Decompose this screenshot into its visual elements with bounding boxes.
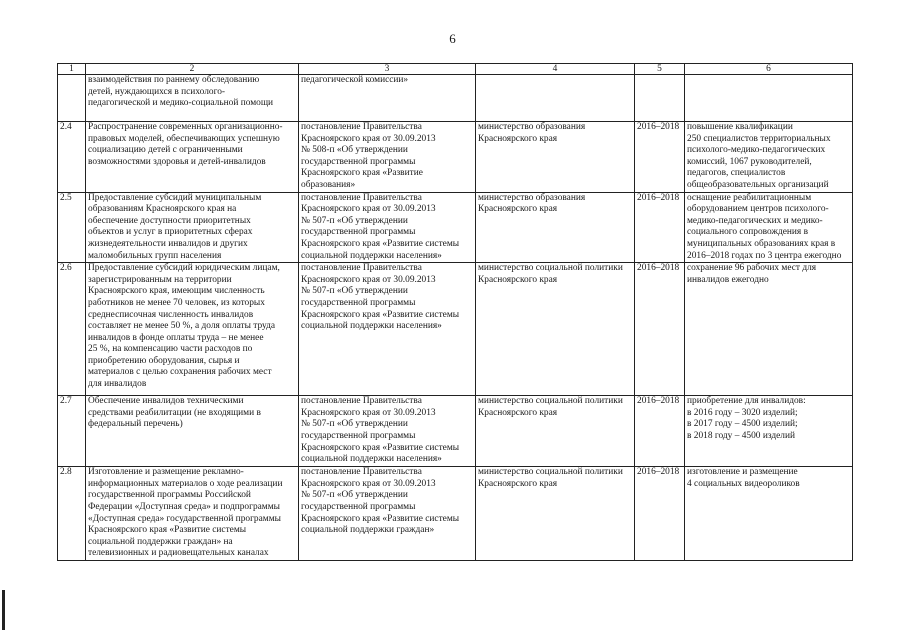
item-number-cell <box>58 75 86 122</box>
cell-text-line: муниципальных образованиях края в <box>687 238 836 249</box>
cell-text-line: взаимодействия по раннему обследованию <box>88 75 260 85</box>
cell-text-line: инвалидов в фонде оплаты труда – не менее <box>88 332 264 343</box>
cell-text-line: телевизионных и радиовещательных каналах <box>88 548 269 559</box>
cell-text-line: Красноярского края от 30.09.2013 <box>301 478 436 489</box>
cell-text-line: социальной поддержки граждан» <box>301 525 435 536</box>
legal-document-cell <box>299 263 476 396</box>
cell-text-line: министерство социальной политики <box>478 467 623 478</box>
cell-text-line: социальной поддержки населения» <box>301 454 442 465</box>
cell-text-line: Красноярского края «Развитие <box>301 168 423 179</box>
period-cell <box>635 263 685 396</box>
cell-text-line: 2016–2018 <box>637 263 680 274</box>
result-cell <box>685 263 853 396</box>
header-row <box>58 64 853 75</box>
cell-text-line: 2016–2018 <box>637 192 680 203</box>
table-row <box>58 467 853 561</box>
cell-text-line: маломобильных групп населения <box>88 250 222 261</box>
item-number-cell <box>58 192 86 263</box>
cell-text-line: медико-педагогических и медико- <box>687 215 823 226</box>
result-cell <box>685 192 853 263</box>
cell-text-line: для инвалидов <box>88 379 147 390</box>
cell-text-line: № 507-п «Об утверждении <box>301 286 408 297</box>
cell-text-line: информационных материалов о ходе реализации <box>88 478 283 489</box>
cell-text-line: средствами реабилитации (не входящими в <box>88 407 261 418</box>
cell-text-line: № 507-п «Об утверждении <box>301 490 408 501</box>
cell-text-line: 2.7 <box>60 396 72 407</box>
cell-text-line: Красноярского края «Развитие системы <box>88 525 247 536</box>
cell-text-line: Красноярского края <box>478 204 558 215</box>
cell-text-line: Красноярского края <box>478 407 558 418</box>
cell-text-line: 2.8 <box>60 467 72 478</box>
cell-text-line: 2.6 <box>60 263 72 274</box>
executor-cell <box>476 467 635 561</box>
cell-text-line: инвалидов ежегодно <box>687 274 769 285</box>
period-cell <box>635 75 685 122</box>
cell-text-line: общеобразовательных организаций <box>687 179 829 190</box>
cell-text-line: Красноярского края «Развитие системы <box>301 513 460 524</box>
cell-text-line: Красноярского края от 30.09.2013 <box>301 407 436 418</box>
cell-text-line: социальной поддержки населения» <box>301 321 442 332</box>
cell-text-line: министерство социальной политики <box>478 263 623 274</box>
measure-cell <box>86 396 299 467</box>
cell-text-line: Красноярского края от 30.09.2013 <box>301 204 436 215</box>
cell-text-line: государственной программы <box>301 430 416 441</box>
cell-text-line: возможностями здоровья и детей-инвалидов <box>88 156 266 167</box>
cell-text-line: 250 специалистов территориальных <box>687 133 831 144</box>
item-number-cell <box>58 122 86 193</box>
item-number-cell <box>58 467 86 561</box>
cell-text-line: в 2017 году – 4500 изделий; <box>687 419 798 430</box>
cell-text-line: министерство образования <box>478 122 586 132</box>
cell-text-line: изготовление и размещение <box>687 467 798 478</box>
cell-text-line: оборудованием центров психолого- <box>687 204 829 215</box>
cell-text-line: 2016–2018 <box>637 122 680 132</box>
cell-text-line: Красноярского края «Развитие системы <box>301 309 460 320</box>
legal-document-cell <box>299 75 476 122</box>
cell-text-line: постановление Правительства <box>301 467 422 478</box>
cell-text-line: 2016–2018 <box>637 396 680 407</box>
executor-cell <box>476 75 635 122</box>
cell-text-line: № 507-п «Об утверждении <box>301 215 408 226</box>
header-cell: 2 <box>86 64 299 75</box>
cell-text-line: постановление Правительства <box>301 122 422 132</box>
cell-text-line: 4 социальных видеороликов <box>687 478 800 489</box>
measure-cell <box>86 75 299 122</box>
cell-text-line: составляет не менее 50 %, а доля оплаты труда <box>88 321 276 332</box>
cell-text-line: комиссий, 1067 руководителей, <box>687 156 812 167</box>
header-cell: 4 <box>476 64 635 75</box>
cell-text-line: Предоставление субсидий юридическим лицам, <box>88 263 280 274</box>
cell-text-line: Распространение современных организационно- <box>88 122 283 132</box>
cell-text-line: Изготовление и размещение рекламно- <box>88 467 244 478</box>
cell-text-line: государственной программы <box>301 297 416 308</box>
cell-text-line: социализацию детей с ограниченными <box>88 145 243 156</box>
cell-text-line: приобретению оборудования, сырья и <box>88 355 240 366</box>
measures-table <box>57 63 853 561</box>
item-number-cell <box>58 263 86 396</box>
cell-text-line: федеральный перечень) <box>88 419 183 430</box>
cell-text-line: 2016–2018 годах по 3 центра ежегодно <box>687 250 842 261</box>
cell-text-line: оснащение реабилитационным <box>687 192 812 203</box>
cell-text-line: педагогической комиссии» <box>301 75 409 85</box>
cell-text-line: жизнедеятельности инвалидов и других <box>88 238 248 249</box>
cell-text-line: в 2018 году – 4500 изделий <box>687 430 796 441</box>
table-row <box>58 263 853 396</box>
cell-text-line: Красноярского края от 30.09.2013 <box>301 274 436 285</box>
cell-text-line: работников не менее 70 человек, из которых <box>88 297 265 308</box>
legal-document-cell <box>299 396 476 467</box>
table-row <box>58 122 853 193</box>
executor-cell <box>476 263 635 396</box>
cell-text-line: постановление Правительства <box>301 396 422 407</box>
legal-document-cell <box>299 122 476 193</box>
cell-text-line: психолого-медико-педагогических <box>687 145 826 156</box>
header-cell: 1 <box>58 64 86 75</box>
header-cell: 3 <box>299 64 476 75</box>
cell-text-line: социального сопровождения в <box>687 227 809 238</box>
cell-text-line: обеспечение доступности приоритетных <box>88 215 251 226</box>
cell-text-line: зарегистрированным на территории <box>88 274 232 285</box>
cell-text-line: педагогической и медико-социальной помощи <box>88 98 274 109</box>
cell-text-line: № 507-п «Об утверждении <box>301 419 408 430</box>
cell-text-line: Обеспечение инвалидов техническими <box>88 396 244 407</box>
period-cell <box>635 467 685 561</box>
cell-text-line: 2.5 <box>60 192 72 203</box>
table-row <box>58 75 853 122</box>
cell-text-line: приобретение для инвалидов: <box>687 396 806 407</box>
header-cell: 6 <box>685 64 853 75</box>
cell-text-line: Красноярского края «Развитие системы <box>301 442 460 453</box>
legal-document-cell <box>299 467 476 561</box>
header-cell: 5 <box>635 64 685 75</box>
page-number: 6 <box>449 31 456 46</box>
cell-text-line: государственной программы <box>301 501 416 512</box>
cell-text-line: в 2016 году – 3020 изделий; <box>687 407 798 418</box>
result-cell <box>685 122 853 193</box>
cell-text-line: Федерации «Доступная среда» и подпрограммы <box>88 501 280 512</box>
cell-text-line: образования» <box>301 179 356 190</box>
cell-text-line: материалов с целью сохранения рабочих мест <box>88 367 272 378</box>
table-row <box>58 192 853 263</box>
cell-text-line: социальной поддержки населения» <box>301 250 442 261</box>
result-cell <box>685 467 853 561</box>
executor-cell <box>476 192 635 263</box>
cell-text-line: министерство социальной политики <box>478 396 623 407</box>
cell-text-line: объектов и услуг в приоритетных сферах <box>88 227 253 238</box>
result-cell <box>685 396 853 467</box>
cell-text-line: правовых моделей, обеспечивающих успешную <box>88 133 280 144</box>
cell-text-line: Красноярского края <box>478 274 558 285</box>
cell-text-line: государственной программы Российской <box>88 490 251 501</box>
period-cell <box>635 192 685 263</box>
cell-text-line: Красноярского края <box>478 133 558 144</box>
table-row <box>58 396 853 467</box>
item-number-cell <box>58 396 86 467</box>
period-cell <box>635 122 685 193</box>
cell-text-line: 25 %, на компенсацию части расходов по <box>88 344 253 355</box>
measure-cell <box>86 467 299 561</box>
cell-text-line: Красноярского края «Развитие системы <box>301 238 460 249</box>
cell-text-line: Красноярского края от 30.09.2013 <box>301 133 436 144</box>
cell-text-line: социальной поддержки граждан» на <box>88 536 233 547</box>
executor-cell <box>476 122 635 193</box>
cell-text-line: сохранение 96 рабочих мест для <box>687 263 817 274</box>
cell-text-line: 2.4 <box>60 122 72 132</box>
cell-text-line: постановление Правительства <box>301 192 422 203</box>
cell-text-line: повышение квалификации <box>687 122 793 132</box>
executor-cell <box>476 396 635 467</box>
cell-text-line: педагогов, специалистов <box>687 168 786 179</box>
measure-cell <box>86 263 299 396</box>
period-cell <box>635 396 685 467</box>
legal-document-cell <box>299 192 476 263</box>
cell-text-line: государственной программы <box>301 156 416 167</box>
cell-text-line: Красноярского края, имеющим численность <box>88 286 265 297</box>
cell-text-line: постановление Правительства <box>301 263 422 274</box>
cell-text-line: Предоставление субсидий муниципальным <box>88 192 262 203</box>
cell-text-line: «Доступная среда» государственной программы <box>88 513 281 524</box>
scan-edge-mark <box>2 590 5 630</box>
cell-text-line: государственной программы <box>301 227 416 238</box>
cell-text-line: Красноярского края <box>478 478 558 489</box>
measure-cell <box>86 122 299 193</box>
result-cell <box>685 75 853 122</box>
cell-text-line: № 508-п «Об утверждении <box>301 145 408 156</box>
cell-text-line: детей, нуждающихся в психолого- <box>88 86 226 97</box>
cell-text-line: министерство образования <box>478 192 586 203</box>
cell-text-line: образованиям Красноярского края на <box>88 204 237 215</box>
cell-text-line: 2016–2018 <box>637 467 680 478</box>
measure-cell <box>86 192 299 263</box>
cell-text-line: среднесписочная численность инвалидов <box>88 309 254 320</box>
